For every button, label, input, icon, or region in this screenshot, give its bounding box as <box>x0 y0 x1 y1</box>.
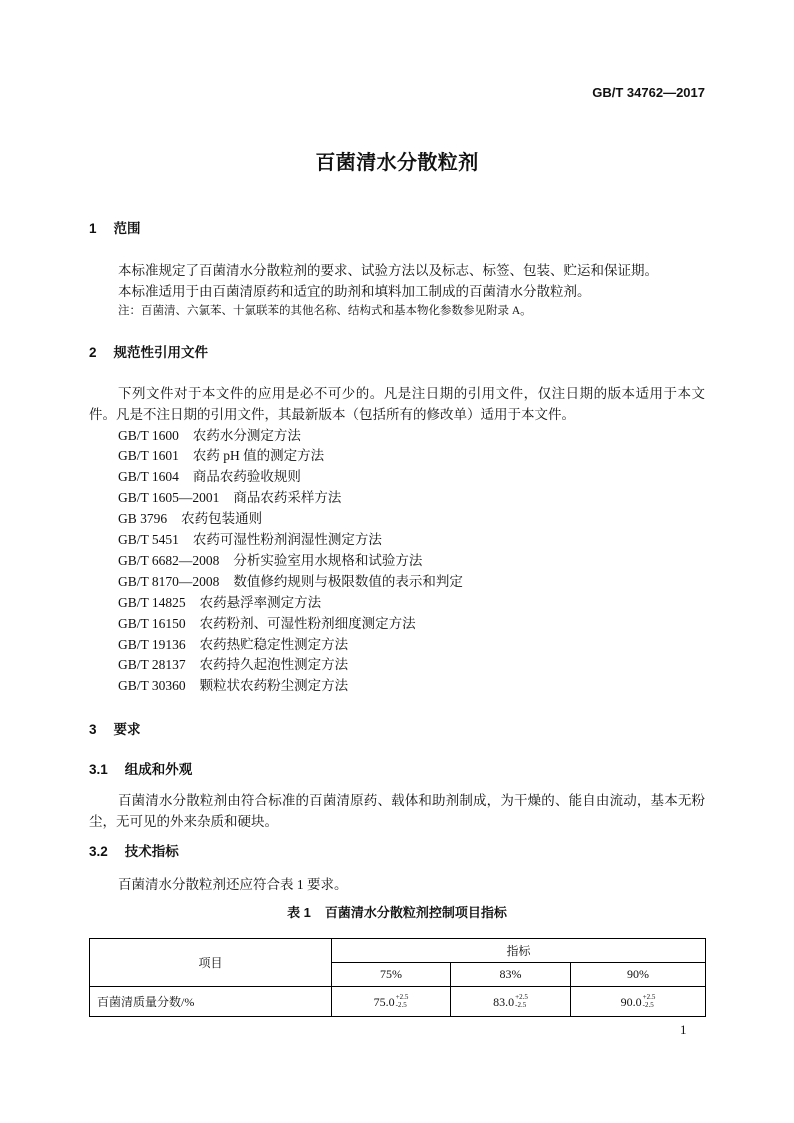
section-title: 规范性引用文件 <box>113 344 209 360</box>
section-number: 2 <box>89 344 97 360</box>
reference-code: GB 3796 <box>118 511 168 527</box>
tolerance <box>643 994 656 1009</box>
section-3-heading <box>89 719 141 740</box>
item-cell: 百菌清质量分数/% <box>90 987 332 1017</box>
nominal-value: 90.0 <box>620 994 642 1009</box>
section-title: 范围 <box>113 221 141 236</box>
reference-code: GB/T 6682—2008 <box>118 552 220 568</box>
grade-header: 90% <box>571 963 706 987</box>
reference-item <box>118 488 463 509</box>
grade-header: 75% <box>332 963 451 987</box>
reference-item <box>118 467 463 488</box>
reference-name: 农药悬浮率测定方法 <box>199 594 322 610</box>
reference-code: GB/T 8170—2008 <box>118 573 220 589</box>
reference-item <box>118 551 463 572</box>
reference-code: GB/T 28137 <box>118 657 186 673</box>
specification-table <box>89 938 706 1017</box>
table-row <box>90 987 706 1017</box>
reference-code: GB/T 1601 <box>118 448 179 464</box>
lower-deviation: -2.5 <box>515 1000 527 1009</box>
technical-index-text: 百菌清水分散粒剂还应符合表 1 要求。 <box>118 876 348 892</box>
reference-item <box>118 426 463 447</box>
reference-code: GB/T 5451 <box>118 532 179 548</box>
reference-item <box>118 614 463 635</box>
section-title: 要求 <box>113 721 141 737</box>
reference-name: 农药持久起泡性测定方法 <box>199 657 349 673</box>
table-title: 百菌清水分散粒剂控制项目指标 <box>324 905 507 920</box>
subsection-3-1-heading <box>89 759 192 780</box>
subsection-title: 组成和外观 <box>124 761 193 777</box>
reference-code: GB/T 1605—2001 <box>118 490 220 506</box>
appearance-line: 百菌清水分散粒剂由符合标准的百菌清原药、载体和助剂制成，为干燥的、能自由流动，基本无粉 <box>118 792 705 808</box>
reference-name: 农药热贮稳定性测定方法 <box>199 636 349 652</box>
reference-code: GB/T 16150 <box>118 615 186 631</box>
scope-note: 注：百菌清、六氯苯、十氯联苯的其他名称、结构式和基本物化参数参见附录 A。 <box>118 305 532 317</box>
page-number: 1 <box>680 1022 687 1037</box>
reference-item <box>118 655 463 676</box>
reference-name: 农药水分测定方法 <box>192 427 301 443</box>
standard-number: GB/T 34762—2017 <box>592 85 705 100</box>
reference-item <box>118 446 463 467</box>
item-header: 项目 <box>90 939 332 987</box>
reference-item <box>118 676 463 697</box>
reference-item <box>118 593 463 614</box>
reference-item <box>118 635 463 656</box>
reference-code: GB/T 19136 <box>118 636 186 652</box>
table-number: 表 1 <box>287 905 311 920</box>
reference-name: 农药粉剂、可湿性粉剂细度测定方法 <box>199 615 416 631</box>
reference-code: GB/T 1604 <box>118 469 179 485</box>
lower-deviation: -2.5 <box>395 1000 407 1009</box>
reference-name: 分析实验室用水规格和试验方法 <box>233 552 423 568</box>
upper-deviation: +2.5 <box>642 993 656 1002</box>
subsection-3-2-heading <box>89 841 179 862</box>
section-number: 1 <box>89 221 97 236</box>
scope-paragraph: 本标准规定了百菌清水分散粒剂的要求、试验方法以及标志、标签、包装、贮运和保证期。 <box>118 262 658 278</box>
value-cell <box>571 987 706 1017</box>
tolerance <box>396 994 409 1009</box>
section-2-heading <box>89 342 208 363</box>
reference-item <box>118 509 463 530</box>
reference-name: 农药包装通则 <box>181 511 263 527</box>
subsection-title: 技术指标 <box>124 843 179 859</box>
reference-code: GB/T 1600 <box>118 427 179 443</box>
references-intro-line: 下列文件对于本文件的应用是必不可少的。凡是注日期的引用文件，仅注日期的版本适用于本文 <box>118 385 705 401</box>
section-number: 3 <box>89 721 97 737</box>
section-1-heading <box>89 218 141 239</box>
nominal-value: 83.0 <box>493 994 515 1009</box>
references-intro-line: 件。凡是不注日期的引用文件，其最新版本（包括所有的修改单）适用于本文件。 <box>89 406 575 422</box>
reference-item <box>118 572 463 593</box>
upper-deviation: +2.5 <box>395 993 409 1002</box>
reference-name: 农药 pH 值的测定方法 <box>192 448 325 464</box>
tolerance <box>515 994 528 1009</box>
index-header: 指标 <box>332 939 706 963</box>
appearance-line: 尘，无可见的外来杂质和硬块。 <box>89 813 278 829</box>
reference-name: 商品农药采样方法 <box>233 490 342 506</box>
nominal-value: 75.0 <box>373 994 395 1009</box>
reference-name: 颗粒状农药粉尘测定方法 <box>199 678 349 694</box>
reference-code: GB/T 30360 <box>118 678 186 694</box>
subsection-number: 3.2 <box>89 843 108 859</box>
value-cell <box>332 987 451 1017</box>
reference-name: 商品农药验收规则 <box>192 469 301 485</box>
table-header-row <box>90 939 706 963</box>
reference-name: 农药可湿性粉剂润湿性测定方法 <box>192 532 382 548</box>
reference-list <box>118 426 463 698</box>
scope-paragraph: 本标准适用于由百菌清原药和适宜的助剂和填料加工制成的百菌清水分散粒剂。 <box>118 283 591 299</box>
reference-code: GB/T 14825 <box>118 594 186 610</box>
subsection-number: 3.1 <box>89 761 108 777</box>
reference-name: 数值修约规则与极限数值的表示和判定 <box>233 573 463 589</box>
document-title: 百菌清水分散粒剂 <box>315 152 479 174</box>
reference-item <box>118 530 463 551</box>
table-caption <box>0 903 794 923</box>
upper-deviation: +2.5 <box>515 993 528 1002</box>
lower-deviation: -2.5 <box>642 1000 654 1009</box>
value-cell <box>451 987 571 1017</box>
grade-header: 83% <box>451 963 571 987</box>
